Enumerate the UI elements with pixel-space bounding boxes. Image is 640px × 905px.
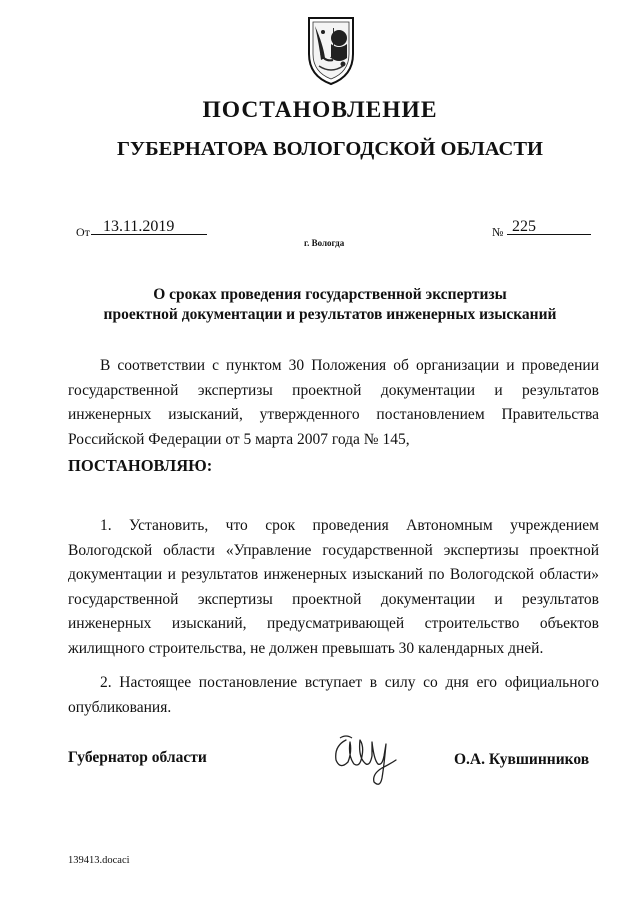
handwritten-signature <box>330 726 404 792</box>
city-label: г. Вологда <box>304 238 345 248</box>
document-subject <box>60 285 600 325</box>
document-subtitle: ГУБЕРНАТОРА ВОЛОГОДСКОЙ ОБЛАСТИ <box>117 138 543 160</box>
date-label: От <box>76 225 90 239</box>
document-date: 13.11.2019 <box>103 218 175 235</box>
item-1-paragraph: 1. Установить, что срок проведения Автономным учреждением Вологодской области «Управление государственной экспертизы проектной документации и результатов инженерных изысканий по Вологодской области» государственной экспертизы проектной документации и результатов инженерных изысканий, предусматривающей строительство объектов жилищного строительства, не должен превышать 30 календарных дней. <box>68 517 599 657</box>
number-label: № <box>492 225 504 239</box>
document-number: 225 <box>512 218 536 235</box>
signatory-position: Губернатор области <box>68 749 207 766</box>
coat-of-arms-icon <box>303 14 359 86</box>
preamble-paragraph: В соответствии с пунктом 30 Положения об организации и проведении государственной экспертизы проектной документации и результатов инженерных изысканий, утвержденного постановлением Правительства Российской Федерации от 5 марта 2007 года № 145, <box>68 357 599 448</box>
subject-line-2: проектной документации и результатов инженерных изысканий <box>103 306 557 323</box>
resolve-heading: ПОСТАНОВЛЯЮ: <box>68 456 213 475</box>
document-title: ПОСТАНОВЛЕНИЕ <box>202 97 438 123</box>
subject-line-1: О сроках проведения государственной экспертизы <box>153 286 507 303</box>
file-code: 139413.docaci <box>68 855 130 866</box>
signatory-name: О.А. Кувшинников <box>454 751 590 768</box>
item-2-paragraph: 2. Настоящее постановление вступает в силу со дня его официального опубликования. <box>68 674 599 716</box>
